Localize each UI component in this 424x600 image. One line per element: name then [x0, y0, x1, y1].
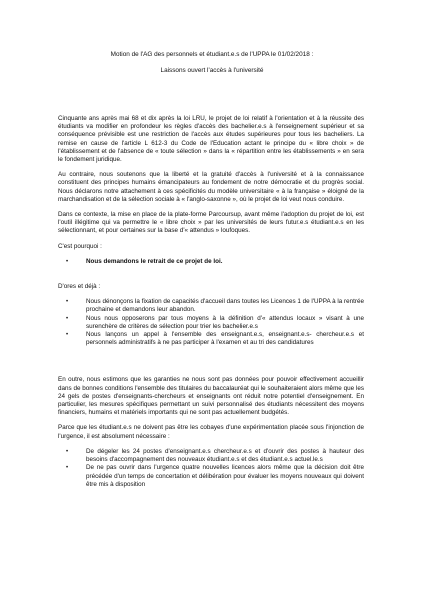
list-item: • Nous demandons le retrait de ce projet de loi.	[66, 257, 223, 265]
bullet-icon: •	[66, 299, 69, 306]
list-item: • De ne pas ouvrir dans l'urgence quatre nouvelles licences alors même que la décision doit être précédée d'un temps de concertation et délibération pour évaluer les moyens nouveaux qui doivent être mis à disposition	[66, 464, 364, 488]
bullet-icon: •	[66, 315, 69, 322]
document-subtitle: Laissons ouvert l'accès à l'université	[160, 67, 264, 74]
list-item: • Nous lançons un appel à l'ensemble des enseignant.e.s, enseignant.e.s- chercheur.e.s et personnels administratifs à ne pas participer à l'examen et au tri des candidatures	[66, 331, 364, 347]
list-item: • Nous nous opposerons par tous moyens à la définition d'« attendus locaux » visant à une surenchère de critères de sélection pour trier les bachelier.e.s	[66, 314, 364, 330]
paragraph-therefore: C'est pourquoi :	[58, 242, 102, 250]
requirements-list	[58, 448, 364, 489]
bullet-icon: •	[66, 332, 69, 339]
actions-list	[58, 298, 364, 347]
bullet-icon: •	[66, 258, 69, 265]
paragraph-guarantees: En outre, nous estimons que les garanties ne nous sont pas données pour pouvoir effectivement accueillir dans de bonnes conditions l'ensemble des titulaires du baccalauréat qui le souhaiteraient alors même que les 24 gels de postes d'enseignants-chercheurs et enseignants ont réduit notre potentiel d'enseignement. En particulier, les mesures spécifiques permettant un suivi personnalisé des étudiants nécessitent des moyens financiers, humains et matériels importants qui ne sont pas actuellement budgétés.	[58, 376, 364, 417]
document-title: Motion de l'AG des personnels et étudiant.e.s de l'UPPA le 01/02/2018 :	[110, 51, 314, 58]
bullet-icon: •	[66, 448, 69, 455]
demand-list	[58, 258, 364, 266]
bullet-icon: •	[66, 465, 69, 472]
paragraph-parcoursup: Dans ce contexte, la mise en place de la plate-forme Parcoursup, avant même l'adoption du projet de loi, est l'outil illégitime qui va permettre le « libre choix » par les universités de leurs futur.e.s étudiant.e.s en les sélectionnant, et pour certaines sur la base d'« attendus » loufoques.	[58, 211, 364, 235]
paragraph-intro: Cinquante ans après mai 68 et dix après la loi LRU, le projet de loi relatif à l'orientation et à la réussite des étudiants va modifier en profondeur les règles d'accès des bachelier.e.s à l'enseignement supérieur et sa conséquence prévisible est une restriction de l'accès aux études supérieures pour tous les bacheliers. La remise en cause de l'article L 612-3 du Code de l'Education actant le principe du « libre choix » de l'établissement et de l'absence de « toute sélection » dans la « répartition entre les établissements » en sera le fondement juridique.	[58, 115, 364, 164]
document-body	[58, 115, 364, 496]
paragraph-necessary: Parce que les étudiant.e.s ne doivent pas être les cobayes d'une expérimentation placée sous l'injonction de l'urgence, il est absolument nécessaire :	[58, 424, 364, 440]
paragraph-already: D'ores et déjà :	[58, 283, 101, 291]
list-item: • De dégeler les 24 postes d'enseignant.e.s chercheur.e.s et d'ouvrir des postes à hauteur des besoins d'accompagnement des nouveaux étudiant.e.s et des étudiant.e.s actuel.le.s	[66, 447, 364, 464]
list-item: • Nous dénonçons la fixation de capacités d'accueil dans toutes les Licences 1 de l'UPPA à la rentrée prochaine et demandons leur abandon.	[66, 298, 364, 314]
paragraph-position: Au contraire, nous soutenons que la liberté et la gratuité d'accès à l'université et à la connaissance constituent des principes humains émancipateurs au fondement de notre démocratie et du progrès social. Nous déclarons notre attachement à ces spécificités du modèle universitaire « à la française » éloigné de la marchandisation et de la sélection sociale à « l'anglo-saxonne », où le projet de loi veut nous conduire.	[58, 171, 364, 203]
